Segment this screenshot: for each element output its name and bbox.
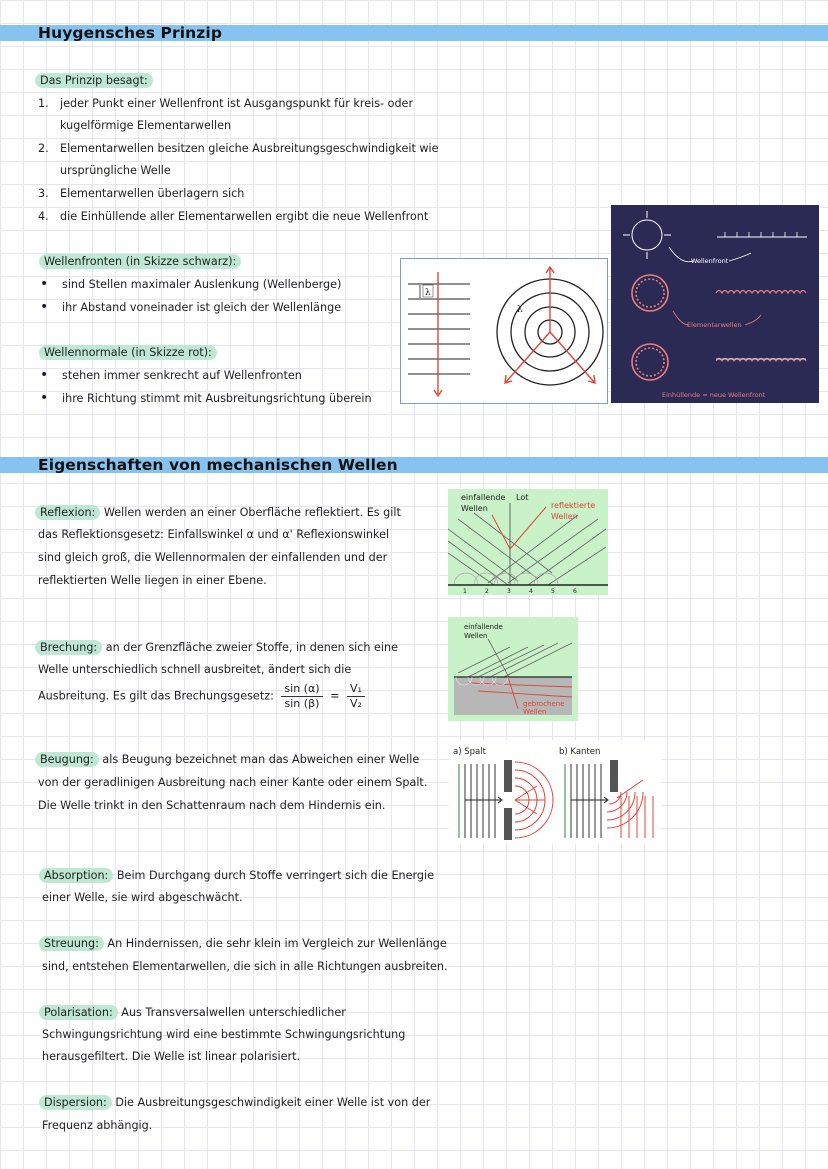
brechung-line-3: Ausbreitung. Es gilt das Brechungsgesetz: $\frac{\sin (\alpha)}{\sin (\beta)}$ = $\frac{\text{V₁}}{\text{V₂}}$ — [38, 682, 369, 711]
beugung-fig-b: b) Kanten — [559, 747, 601, 757]
reflexion-fig-lot: Lot — [516, 493, 529, 502]
beugung-figure — [449, 740, 661, 844]
label-elementarwellen: Elementarwellen — [687, 321, 742, 329]
absorption-line-1: Absorption: Beim Durchgang durch Stoffe verringert sich die Energie — [42, 865, 434, 888]
brechung-line-2: Welle unterschiedlich schnell ausbreitet, ändert sich die — [38, 663, 352, 676]
tick-5: 5 — [551, 588, 555, 595]
normals-item-1: • stehen immer senkrecht auf Wellenfronten — [40, 367, 302, 383]
brechung-line-1: Brechung: an der Grenzfläche zweier Stoffe, in denen sich eine — [38, 637, 398, 660]
absorption-line-2: einer Welle, sie wird abgeschwächt. — [42, 891, 243, 904]
tick-2: 2 — [485, 588, 489, 595]
tick-1: 1 — [463, 588, 467, 595]
polarisation-line-1: Polarisation: Aus Transversalwellen unterschiedlicher — [42, 1002, 346, 1025]
beugung-line-2: von der geradlinigen Ausbreitung nach einer Kante oder einem Spalt. — [38, 776, 428, 789]
snell-fraction-1: $\frac{\sin (\alpha)}{\sin (\beta)}$ — [281, 682, 322, 711]
streuung-line-1: Streuung: An Hindernissen, die sehr klein im Vergleich zur Wellenlänge — [42, 933, 447, 956]
fronts-item-2: • ihr Abstand voneinader ist gleich der Wellenlänge — [40, 299, 342, 315]
beugung-fig-a: a) Spalt — [453, 747, 486, 757]
huygens-diagram — [611, 205, 819, 403]
lambda-label: λ — [425, 288, 431, 298]
polarisation-line-3: herausgefiltert. Die Welle ist linear polarisiert. — [42, 1050, 301, 1063]
tick-4: 4 — [529, 588, 533, 595]
section-title-huygens: Huygensches Prinzip — [38, 24, 223, 42]
principle-label: Das Prinzip besagt: — [38, 70, 153, 93]
principle-item-3: 3. Elementarwellen überlagern sich — [38, 187, 245, 200]
beugung-line-3: Die Welle trinkt in den Schattenraum nach dem Hindernis ein. — [38, 799, 386, 812]
snell-equals: = — [330, 689, 340, 703]
streuung-line-2: sind, entstehen Elementarwellen, die sich in alle Richtungen ausbreiten. — [42, 960, 448, 973]
label-einhuellende: Einhüllende = neue Wellenfront — [662, 391, 766, 399]
brechung-figure — [448, 617, 578, 721]
principle-item-1: 1. jeder Punkt einer Wellenfront ist Ausgangspunkt für kreis- oder — [38, 97, 414, 110]
section-title-properties: Eigenschaften von mechanischen Wellen — [38, 456, 398, 474]
principle-item-4: 4. die Einhüllende aller Elementarwellen ergibt die neue Wellenfront — [38, 210, 429, 223]
normals-label: Wellennormale (in Skizze rot): — [42, 342, 217, 365]
dispersion-line-2: Frequenz abhängig. — [42, 1119, 153, 1132]
fronts-item-1: • sind Stellen maximaler Auslenkung (Wellenberge) — [40, 276, 342, 292]
polarisation-line-2: Schwingungsrichtung wird eine bestimmte Schwingungsrichtung — [42, 1028, 406, 1041]
wavefront-sketch — [400, 258, 608, 404]
dispersion-line-1: Dispersion: Die Ausbreitungsgeschwindigkeit einer Welle ist von der — [42, 1092, 430, 1115]
reflexion-fig-incoming: einfallende Wellen — [461, 493, 506, 513]
reflexion-line-1: Reflexion: Wellen werden an einer Oberfläche reflektiert. Es gilt — [38, 502, 401, 525]
reflexion-fig-reflected: reflektierte Wellen — [551, 501, 596, 521]
reflexion-figure — [448, 489, 608, 595]
lambda-label-circle: λ — [517, 305, 523, 315]
reflexion-line-3: sind gleich groß, die Wellennormalen der einfallenden und der — [38, 551, 388, 564]
beugung-line-1: Beugung: als Beugung bezeichnet man das Abweichen einer Welle — [38, 749, 419, 772]
principle-item-2-cont: ursprüngliche Welle — [60, 164, 171, 177]
label-wellenfront: Wellenfront — [691, 257, 729, 265]
reflexion-line-2: das Reflektionsgesetz: Einfallswinkel α und α' Reflexionswinkel — [38, 528, 390, 541]
brechung-fig-incoming: einfallende Wellen — [464, 623, 503, 640]
snell-fraction-2: $\frac{\text{V₁}}{\text{V₂}}$ — [347, 682, 365, 711]
fronts-label: Wellenfronten (in Skizze schwarz): — [42, 251, 241, 274]
tick-3: 3 — [507, 588, 511, 595]
reflexion-line-4: reflektierten Welle liegen in einer Ebene. — [38, 574, 267, 587]
principle-item-2: 2. Elementarwellen besitzen gleiche Ausbreitungsgeschwindigkeit wie — [38, 142, 439, 155]
brechung-fig-refracted: gebrochene Wellen — [523, 700, 565, 716]
tick-6: 6 — [573, 588, 577, 595]
principle-item-1-cont: kugelförmige Elementarwellen — [60, 119, 232, 132]
normals-item-2: • ihre Richtung stimmt mit Ausbreitungsrichtung überein — [40, 390, 372, 406]
